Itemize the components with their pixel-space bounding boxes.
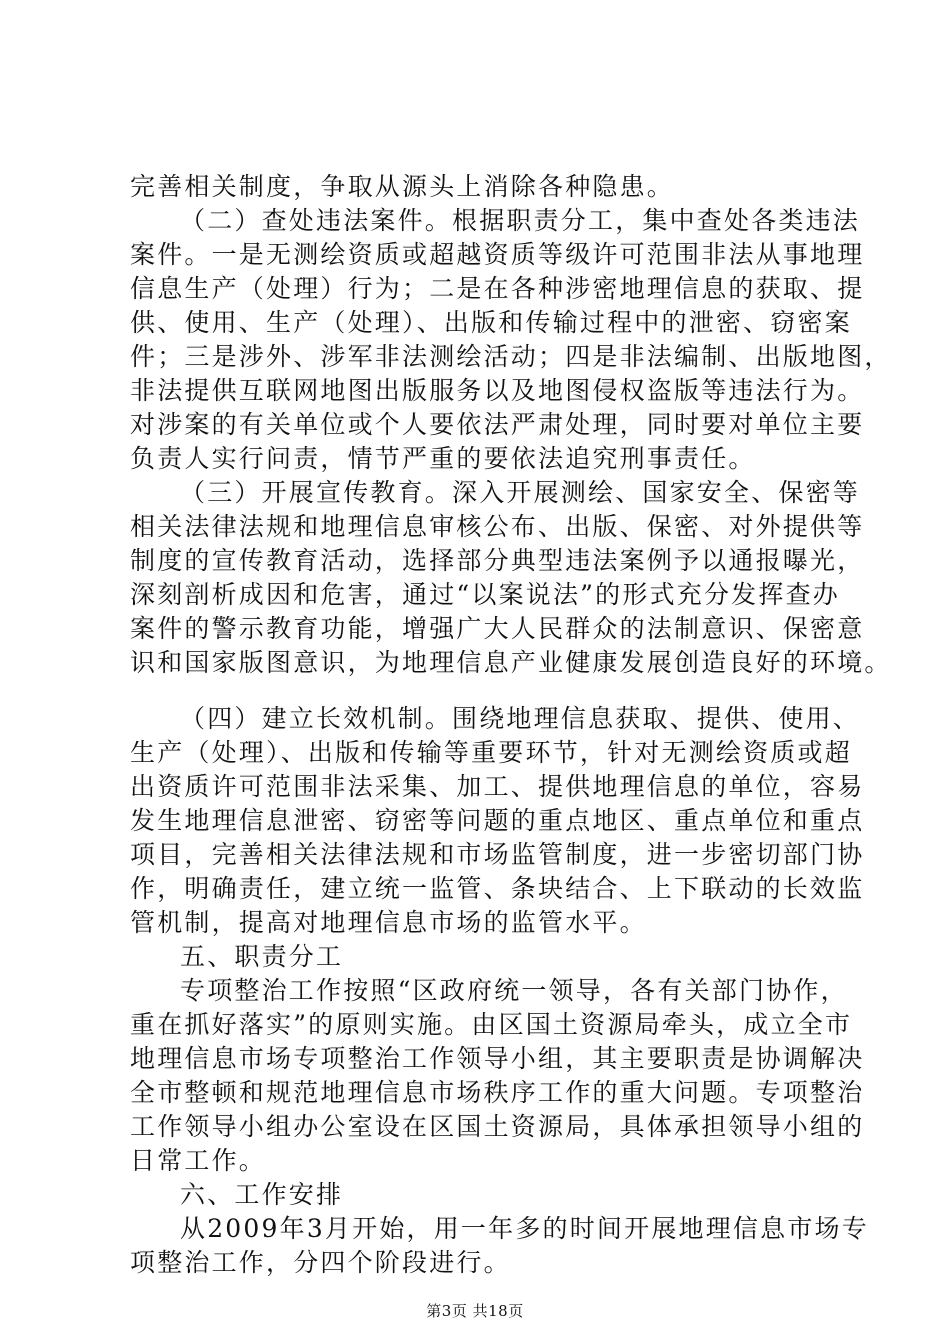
text-line: 作，明确责任，建立统一监管、条块结合、上下联动的长效监 — [130, 874, 865, 903]
text-line: 对涉案的有关单位或个人要依法严肃处理，同时要对单位主要 — [130, 410, 865, 439]
text-line: 工作领导小组办公室设在区国土资源局，具体承担领导小组的 — [130, 1112, 865, 1141]
text-line: 制度的宣传教育活动，选择部分典型违法案例予以通报曝光， — [130, 546, 865, 575]
text-line: 信息生产（处理）行为；二是在各种涉密地理信息的获取、提 — [130, 274, 865, 303]
page-footer: 第3页 共18页 — [426, 1302, 524, 1320]
text-line: 生产（处理）、出版和传输等重要环节，针对无测绘资质或超 — [130, 738, 852, 767]
text-line: 负责人实行问责，情节严重的要依法追究刑事责任。 — [130, 444, 756, 473]
paragraph-heading-3: （三）开展宣传教育。深入开展测绘、国家安全、保密等 — [180, 478, 861, 507]
text-line: 管机制，提高对地理信息市场的监管水平。 — [130, 908, 647, 937]
section-heading-5: 五、职责分工 — [180, 942, 344, 971]
text-line: 识和国家版图意识，为地理信息产业健康发展创造良好的环境。 — [130, 648, 892, 677]
paragraph-heading-2: （二）查处违法案件。根据职责分工，集中查处各类违法 — [180, 206, 861, 235]
paragraph-heading-4: （四）建立长效机制。围绕地理信息获取、提供、使用、 — [180, 704, 861, 733]
text-line: 地理信息市场专项整治工作领导小组，其主要职责是协调解决 — [130, 1044, 865, 1073]
text-line: 非法提供互联网地图出版服务以及地图侵权盗版等违法行为。 — [130, 376, 865, 405]
text-line: 完善相关制度，争取从源头上消除各种隐患。 — [130, 172, 675, 201]
section-heading-6: 六、工作安排 — [180, 1180, 344, 1209]
text-line: 案件。一是无测绘资质或超越资质等级许可范围非法从事地理 — [130, 240, 865, 269]
text-line: 项整治工作，分四个阶段进行。 — [130, 1248, 511, 1277]
text-line: 深刻剖析成因和危害，通过“以案说法”的形式充分发挥查办 — [130, 580, 840, 609]
text-line: 专项整治工作按照“区政府统一领导，各有关部门协作， — [180, 976, 848, 1005]
text-line: 项目，完善相关法律法规和市场监管制度，进一步密切部门协 — [130, 840, 865, 869]
text-line: 件；三是涉外、涉军非法测绘活动；四是非法编制、出版地图， — [130, 342, 892, 371]
text-line: 相关法律法规和地理信息审核公布、出版、保密、对外提供等 — [130, 512, 865, 541]
text-line: 案件的警示教育功能，增强广大人民群众的法制意识、保密意 — [130, 614, 865, 643]
text-line: 全市整顿和规范地理信息市场秩序工作的重大问题。专项整治 — [130, 1078, 865, 1107]
text-line: 日常工作。 — [130, 1146, 267, 1175]
text-line: 发生地理信息泄密、窃密等问题的重点地区、重点单位和重点 — [130, 806, 865, 835]
text-line: 从2009年3月开始，用一年多的时间开展地理信息市场专 — [180, 1214, 869, 1243]
text-line: 出资质许可范围非法采集、加工、提供地理信息的单位，容易 — [130, 772, 865, 801]
text-line: 供、使用、生产（处理）、出版和传输过程中的泄密、窃密案 — [130, 308, 852, 337]
text-line: 重在抓好落实”的原则实施。由区国土资源局牵头，成立全市 — [130, 1010, 853, 1039]
